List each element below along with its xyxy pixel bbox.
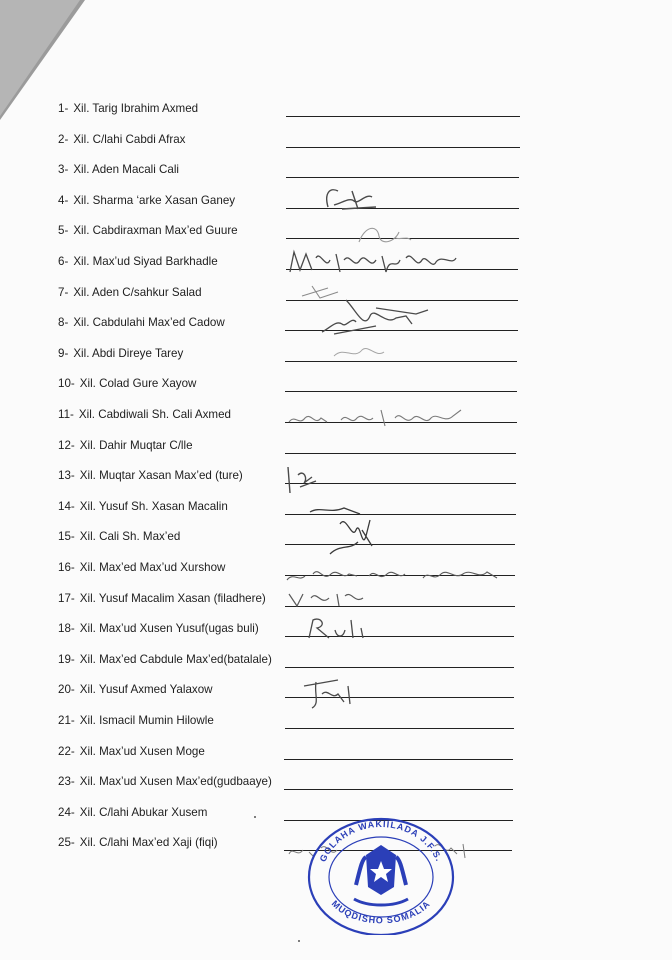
member-row: [58, 806, 207, 822]
member-name: Xil. Cali Sh. Max’ed: [79, 530, 181, 544]
member-number: 17-: [58, 591, 75, 605]
member-name: Xil. Ismacil Mumin Hilowle: [79, 714, 214, 727]
signature-20: [298, 676, 368, 710]
signature-9: [330, 340, 390, 362]
member-name: Xil. Tarig Ibrahim Axmed: [73, 102, 199, 115]
signature-6: [286, 246, 466, 276]
signature-line: [285, 667, 515, 668]
member-name: Xil. Max’ud Xusen Yusuf(ugas buli): [79, 622, 259, 636]
member-number: 21-: [58, 714, 75, 727]
signature-17: [285, 586, 375, 610]
ink-speck: [298, 940, 300, 942]
member-number: 3-: [58, 163, 69, 177]
member-name: Xil. Cabdiwali Sh. Cali Axmed: [78, 408, 231, 421]
member-name: Xil. Yusuf Axmed Yalaxow: [79, 683, 213, 697]
emblem-icon: [354, 845, 408, 905]
member-number: 24-: [58, 805, 75, 819]
member-name: Xil. Colad Gure Xayow: [79, 377, 197, 391]
signature-line: [285, 728, 514, 729]
member-row: [58, 683, 213, 699]
signature-line: [286, 177, 520, 178]
member-row: [58, 592, 266, 608]
member-row: [58, 500, 228, 516]
member-number: 23-: [58, 775, 75, 789]
signature-4: [322, 183, 382, 213]
signature-5: [355, 220, 415, 248]
official-stamp: [306, 815, 456, 935]
member-number: 1-: [58, 102, 69, 115]
member-name: Xil. Cabdiraxman Max’ed Guure: [73, 224, 238, 238]
member-number: 14-: [58, 499, 75, 513]
member-number: 7-: [58, 285, 69, 299]
member-row: [58, 194, 235, 210]
member-name: Xil. Max’ud Xusen Max’ed(gudbaaye): [79, 775, 272, 789]
member-number: 9-: [58, 346, 69, 360]
signature-line: [285, 391, 517, 392]
folded-corner-highlight: [0, 0, 80, 116]
member-row: [58, 224, 238, 240]
member-name: Xil. Max’ed Max’ud Xurshow: [79, 561, 226, 574]
member-row: [58, 163, 179, 179]
member-row: [58, 745, 205, 761]
member-number: 4-: [58, 193, 69, 207]
signature-11: [285, 404, 475, 430]
member-number: 15-: [58, 530, 75, 544]
member-name: Xil. Muqtar Xasan Max’ed (ture): [79, 469, 243, 483]
member-name: Xil. C/lahi Max’ed Xaji (fiqi): [79, 836, 218, 850]
signature-13: [282, 463, 332, 495]
member-name: Xil. Aden C/sahkur Salad: [73, 285, 202, 299]
ink-speck: [254, 816, 256, 818]
member-name: Xil. Cabdulahi Max’ed Cadow: [73, 316, 225, 330]
member-number: 13-: [58, 469, 75, 483]
signature-line: [284, 759, 513, 760]
member-row: [58, 347, 183, 363]
member-row: [58, 561, 225, 577]
member-row: [58, 316, 225, 332]
member-name: Xil. Dahir Muqtar C/lle: [79, 438, 193, 452]
member-row: [58, 653, 272, 669]
member-row: [58, 408, 231, 424]
member-number: 25-: [58, 836, 75, 850]
member-row: [58, 714, 214, 730]
member-row: [58, 377, 196, 393]
signature-line: [285, 453, 516, 454]
signature-line: [285, 361, 517, 362]
member-row: [58, 102, 198, 118]
signature-line: [286, 116, 520, 117]
signature-16: [283, 560, 513, 588]
member-row: [58, 836, 218, 852]
stamp-bottom-text: MUQDISHO SOMALIA: [329, 898, 433, 926]
member-name: Xil. Abdi Direye Tarey: [73, 346, 184, 360]
member-number: 2-: [58, 132, 69, 146]
member-row: [58, 530, 180, 546]
member-number: 20-: [58, 683, 75, 697]
stamp-outer-text: GOLAHA WAKIILADA J.F.S.: [317, 818, 445, 864]
svg-text:MUQDISHO SOMALIA: [330, 898, 432, 925]
member-number: 18-: [58, 622, 75, 636]
member-number: 12-: [58, 438, 75, 452]
signature-line: [286, 147, 520, 148]
signature-18: [305, 614, 375, 642]
signature-14-15: [300, 500, 390, 560]
member-number: 5-: [58, 224, 69, 238]
member-name: Xil. Sharma ‘arke Xasan Ganey: [73, 193, 236, 207]
member-number: 16-: [58, 561, 75, 574]
member-name: Xil. Max’ud Siyad Barkhadle: [73, 255, 218, 268]
member-number: 8-: [58, 316, 69, 330]
member-row: [58, 133, 185, 149]
member-row: [58, 469, 243, 485]
member-number: 10-: [58, 377, 75, 391]
member-row: [58, 439, 193, 455]
member-number: 22-: [58, 744, 75, 758]
member-name: Xil. Aden Macali Cali: [73, 163, 179, 177]
member-row: [58, 255, 218, 271]
member-name: Xil. C/lahi Cabdi Afrax: [73, 132, 186, 146]
member-row: [58, 622, 259, 638]
member-name: Xil. Yusuf Macalim Xasan (filadhere): [79, 591, 266, 605]
member-name: Xil. Yusuf Sh. Xasan Macalin: [79, 499, 228, 513]
member-number: 19-: [58, 652, 75, 666]
signature-8: [316, 296, 436, 338]
signature-line: [284, 789, 513, 790]
member-name: Xil. Max’ud Xusen Moge: [79, 744, 205, 758]
member-number: 11-: [58, 408, 74, 421]
member-number: 6-: [58, 255, 69, 268]
member-row: [58, 775, 272, 791]
signature-line: [286, 208, 519, 209]
member-name: Xil. C/lahi Abukar Xusem: [79, 805, 208, 819]
member-row: [58, 286, 202, 302]
member-name: Xil. Max’ed Cabdule Max’ed(batalale): [79, 652, 272, 666]
